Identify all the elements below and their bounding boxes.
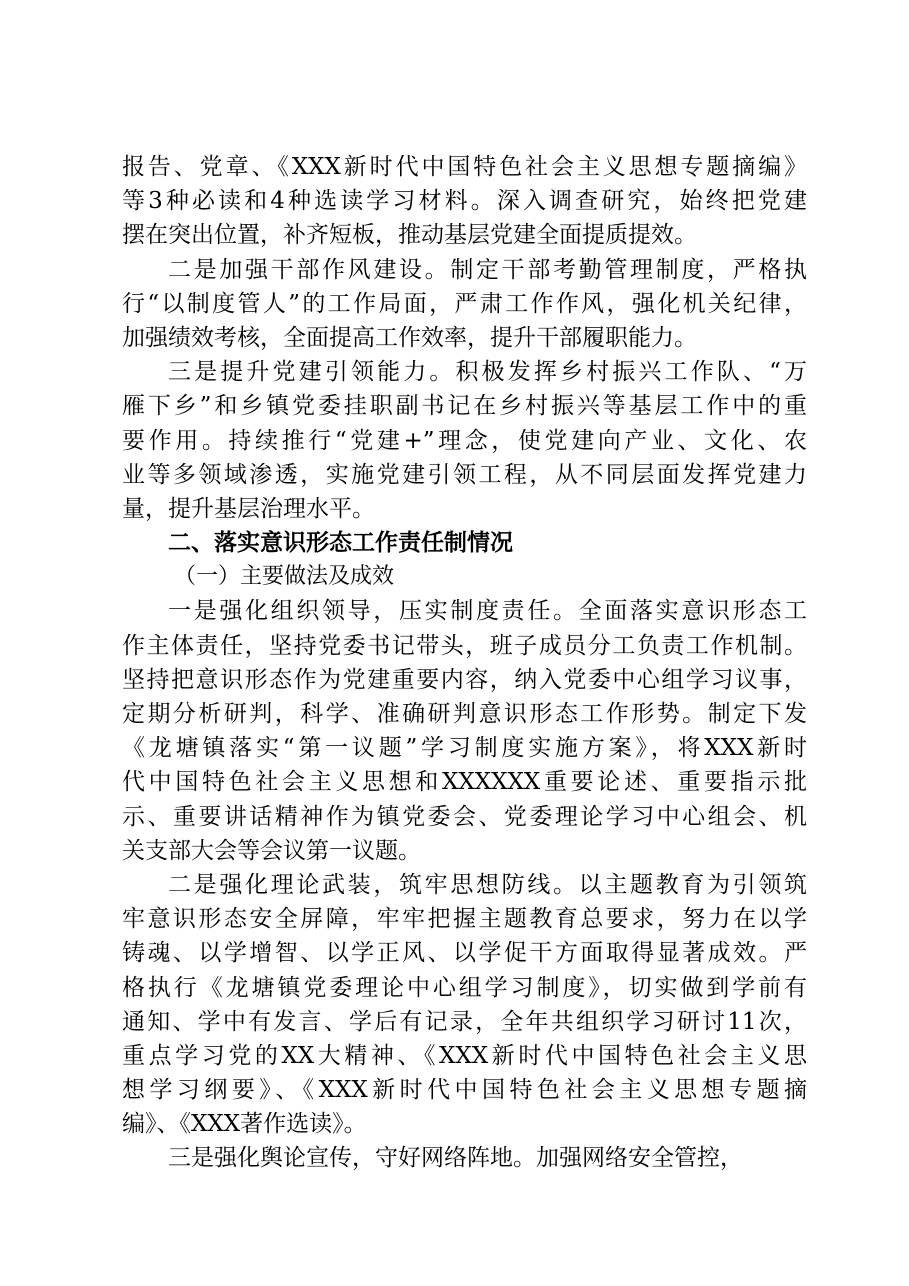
text-line: 通知、学中有发言、学后有记录，全年共组织学习研讨11次， — [122, 1008, 807, 1035]
text-line: 量，提升基层治理水平。 — [122, 495, 375, 522]
text-line: 示、重要讲话精神作为镇党委会、党委理论学习中心组会、机 — [122, 803, 807, 830]
text-line: 想学习纲要》、《XXX新时代中国特色社会主义思想专题摘 — [122, 1077, 807, 1104]
paragraph-continuation — [122, 150, 807, 253]
text-line: 摆在突出位置，补齐短板，推动基层党建全面提质提效。 — [122, 222, 697, 249]
section-subheading: （一）主要做法及成效 — [174, 564, 395, 590]
text-line: 行“以制度管人”的工作局面，严肃工作作风，强化机关纪律， — [122, 290, 807, 317]
text-line: 作主体责任，坚持党委书记带头，班子成员分工负责工作机制。 — [122, 632, 807, 659]
text-line: 报告、党章、《XXX新时代中国特色社会主义思想专题摘编》 — [122, 154, 807, 180]
text-line: 重点学习党的XX大精神、《XXX新时代中国特色社会主义思 — [122, 1042, 807, 1069]
paragraph-public-opinion — [122, 1141, 807, 1175]
text-line: 三是强化舆论宣传，守好网络阵地。加强网络安全管控， — [168, 1145, 743, 1172]
text-line: 二是加强干部作风建设。制定干部考勤管理制度，严格执 — [168, 256, 807, 283]
text-line: 关支部大会等会议第一议题。 — [122, 837, 421, 864]
text-line: 雁下乡”和乡镇党委挂职副书记在乡村振兴等基层工作中的重 — [122, 393, 807, 420]
text-line: 定期分析研判，科学、准确研判意识形态工作形势。制定下发 — [122, 701, 807, 727]
text-line: 业等多领域渗透，实施党建引领工程，从不同层面发挥党建力 — [122, 461, 807, 488]
text-line: 编》、《XXX著作选读》。 — [122, 1111, 367, 1138]
text-line: 二是强化理论武装，筑牢思想防线。以主题教育为引领筑 — [168, 871, 807, 898]
text-line: 代中国特色社会主义思想和XXXXXX重要论述、重要指示批 — [122, 769, 807, 796]
text-line: 等3种必读和4种选读学习材料。深入调查研究，始终把党建 — [122, 188, 807, 215]
section-heading: 二、落实意识形态工作责任制情况 — [168, 530, 513, 557]
paragraph-party-leadership — [122, 355, 807, 526]
paragraph-cadre-style — [122, 253, 807, 356]
text-line: 《龙塘镇落实“第一议题”学习制度实施方案》，将XXX新时 — [122, 735, 807, 762]
text-line: 格执行《龙塘镇党委理论中心组学习制度》，切实做到学前有 — [122, 974, 807, 1001]
text-line: 要作用。持续推行“党建+”理念，使党建向产业、文化、农 — [122, 427, 807, 454]
text-line: 坚持把意识形态作为党建重要内容，纳入党委中心组学习议事， — [122, 666, 807, 693]
text-line: 加强绩效考核，全面提高工作效率，提升干部履职能力。 — [122, 324, 697, 351]
text-line: 铸魂、以学增智、以学正风、以学促干方面取得显著成效。严 — [122, 940, 807, 967]
text-line: 三是提升党建引领能力。积极发挥乡村振兴工作队、“万 — [168, 359, 807, 386]
paragraph-organization-leadership — [122, 594, 807, 868]
text-line: 一是强化组织领导，压实制度责任。全面落实意识形态工 — [168, 598, 807, 625]
document-body — [122, 150, 807, 1176]
text-line: 牢意识形态安全屏障，牢牢把握主题教育总要求，努力在以学 — [122, 906, 807, 933]
paragraph-theory-armament — [122, 868, 807, 1142]
